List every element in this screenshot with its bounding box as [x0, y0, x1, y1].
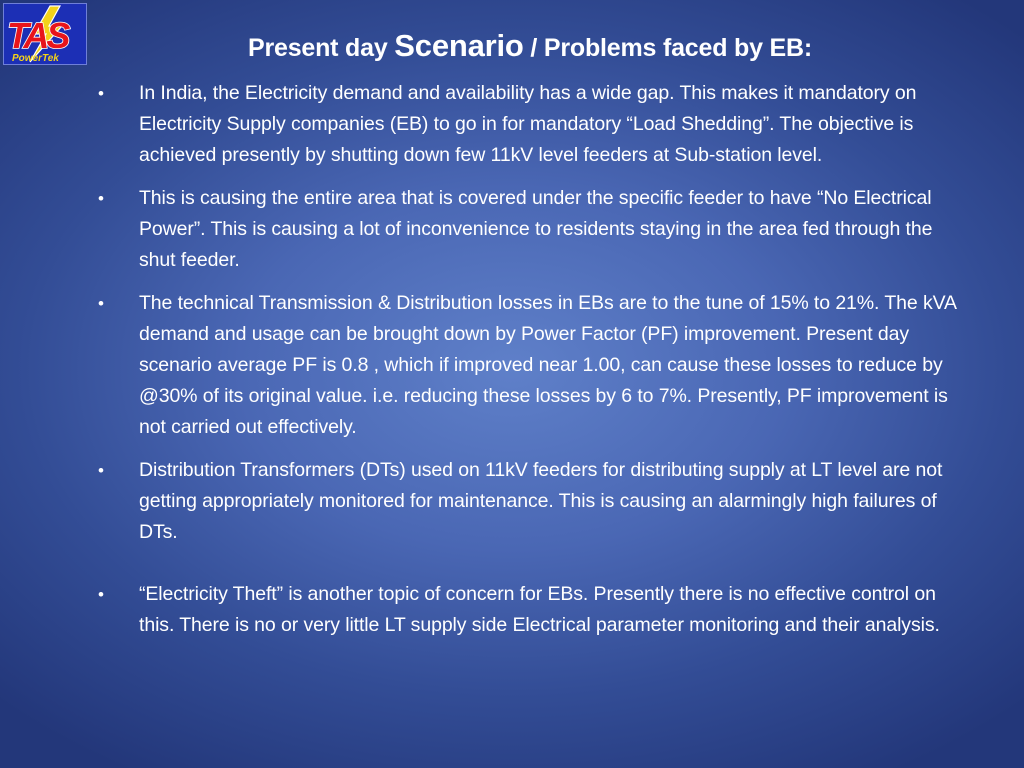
logo-tagline: PowerTek [12, 53, 59, 64]
bullet-item-no-power [96, 183, 956, 276]
bullet-text: In India, the Electricity demand and availability has a wide gap. This makes it mandatory on Electricity Supply companies (EB) to go in for mandatory “Load Shedding”. The objective is achieved presently by shutting down few 11kV level feeders at Sub-station level. [139, 82, 917, 166]
logo-mark [4, 4, 87, 65]
bullet-text: Distribution Transformers (DTs) used on 11kV feeders for distributing supply at LT level are not getting appropriately monitored for maintenance. This is causing an alarmingly high failures of DTs. [139, 459, 943, 543]
title-part-3: / Problems faced by EB: [523, 34, 812, 62]
slide-title [120, 26, 940, 68]
title-part-1: Present day [248, 34, 395, 62]
bullet-item-dt-monitoring [96, 455, 956, 548]
bullet-text: “Electricity Theft” is another topic of concern for EBs. Presently there is no effective control on this. There is no or very little LT supply side Electrical parameter monitoring and their analysis. [139, 583, 940, 636]
bullet-list [96, 78, 956, 641]
bullet-item-electricity-theft [96, 579, 956, 641]
logo-letters: TAS [7, 15, 68, 56]
bullet-item-td-losses [96, 288, 956, 443]
bullet-symbol: • [98, 189, 104, 208]
title-part-2: Scenario [394, 28, 524, 63]
bullet-symbol: • [98, 585, 104, 604]
bullet-item-load-shedding [96, 78, 956, 171]
bullet-symbol: • [98, 461, 104, 480]
bullet-text: This is causing the entire area that is covered under the specific feeder to have “No Electrical Power”. This is causing a lot of inconvenience to residents staying in the area fed through the shut feeder. [139, 187, 933, 271]
bullet-symbol: • [98, 84, 104, 103]
tas-powertek-logo [3, 3, 87, 65]
bullet-text: The technical Transmission & Distribution losses in EBs are to the tune of 15% to 21%. The kVA demand and usage can be brought down by Power Factor (PF) improvement. Present day scenario average PF is 0.8 , which if improved near 1.00, can cause these losses to reduce by @30% of its original value. i.e. reducing these losses by 6 to 7%. Presently, PF improvement is not carried out effectively. [139, 292, 956, 438]
bullet-symbol: • [98, 294, 104, 313]
